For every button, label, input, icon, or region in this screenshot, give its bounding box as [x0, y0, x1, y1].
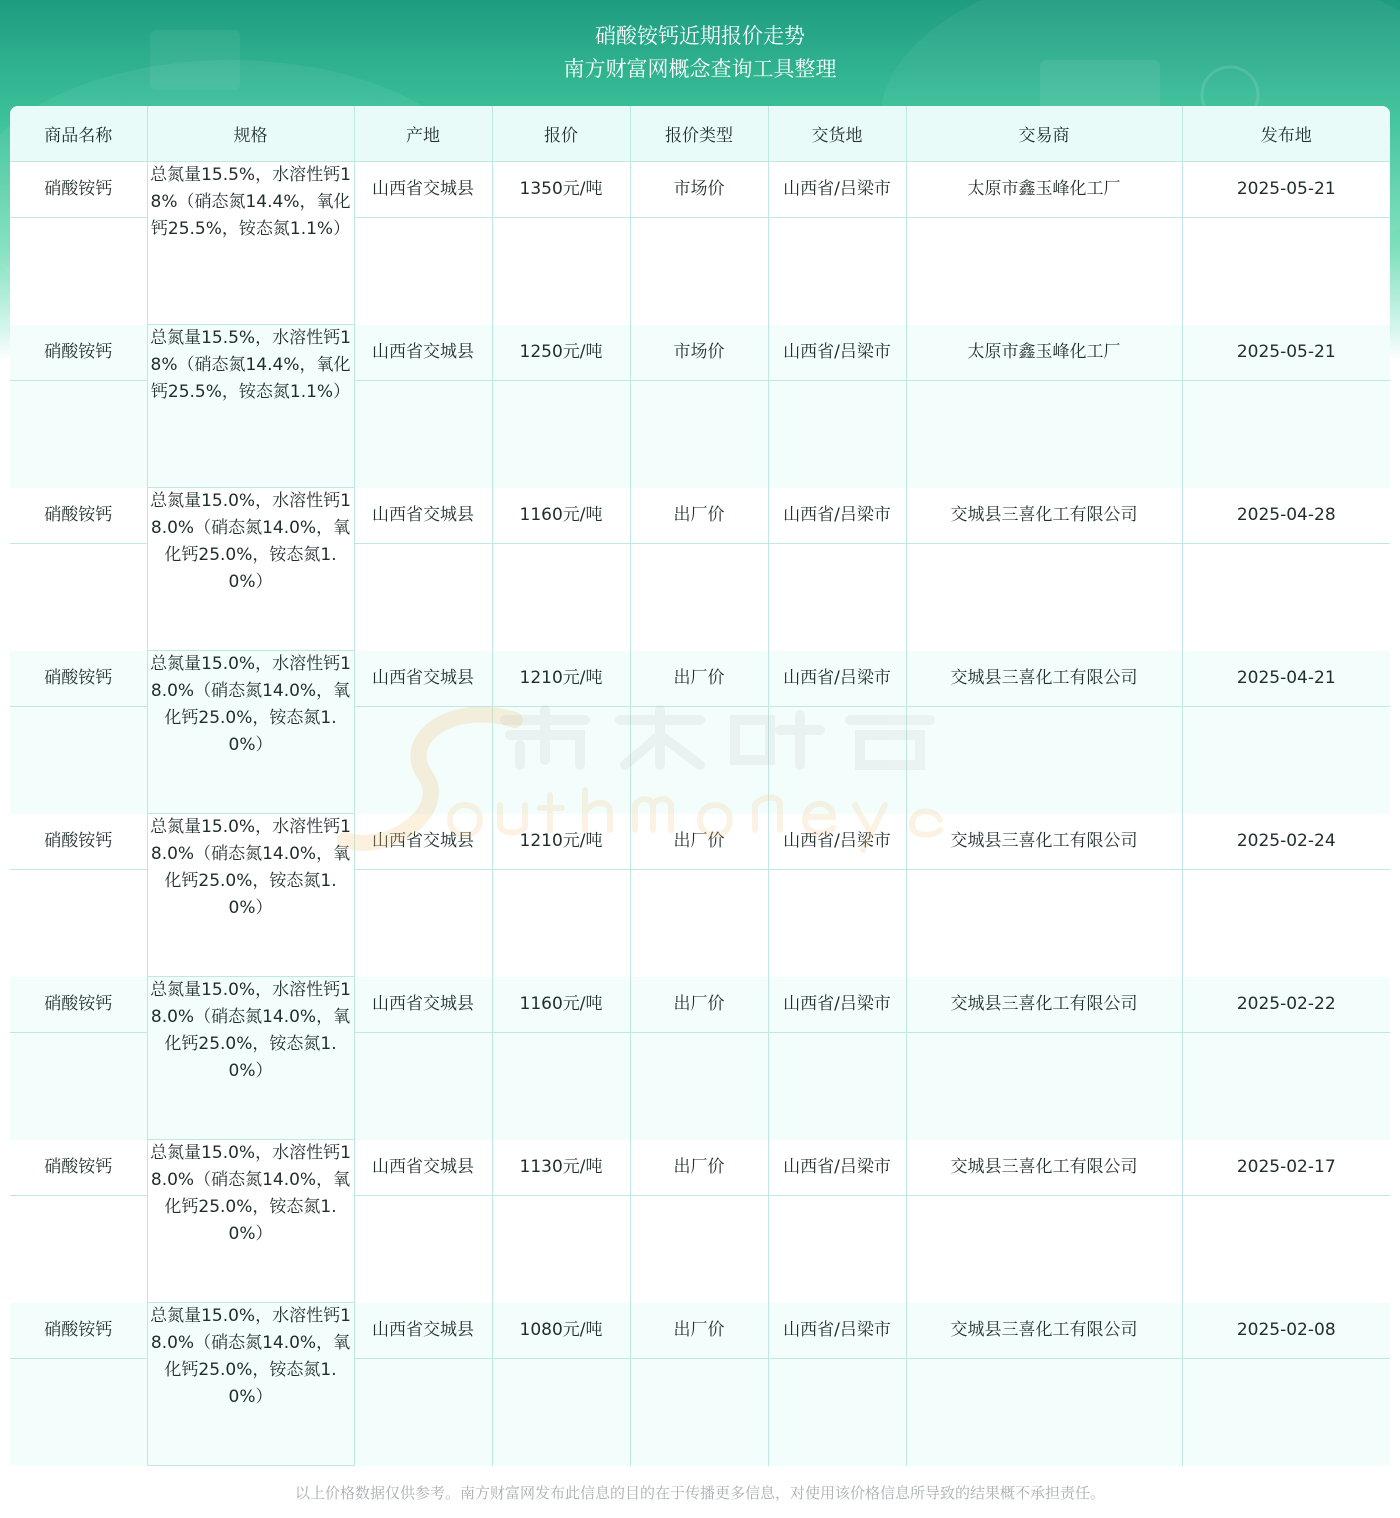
cell-price-type: 出厂价	[630, 814, 768, 977]
cell-date: 2025-02-17	[1182, 1140, 1390, 1303]
cell-date: 2025-05-21	[1182, 162, 1390, 325]
cell-spec: 总氮量15.0%，水溶性钙18.0%（硝态氮14.0%，氧化钙25.0%，铵态氮1.0%）	[147, 1303, 354, 1466]
cell-delivery: 山西省/吕梁市	[768, 977, 906, 1140]
table-row	[10, 651, 1390, 814]
cell-date: 2025-02-24	[1182, 814, 1390, 977]
page-subtitle: 南方财富网概念查询工具整理	[563, 57, 837, 81]
cell-price: 1210元/吨	[492, 814, 630, 977]
cell-product: 硝酸铵钙	[10, 814, 147, 977]
table-row	[10, 488, 1390, 651]
cell-product: 硝酸铵钙	[10, 325, 147, 488]
table-row	[10, 1140, 1390, 1303]
cell-date: 2025-02-08	[1182, 1303, 1390, 1466]
table-row	[10, 162, 1390, 325]
cell-price: 1080元/吨	[492, 1303, 630, 1466]
cell-date: 2025-05-21	[1182, 325, 1390, 488]
cell-spec: 总氮量15.0%，水溶性钙18.0%（硝态氮14.0%，氧化钙25.0%，铵态氮1.0%）	[147, 651, 354, 814]
page-header	[0, 20, 1400, 86]
table-row	[10, 814, 1390, 977]
cell-product: 硝酸铵钙	[10, 488, 147, 651]
disclaimer-footnote: 以上价格数据仅供参考。南方财富网发布此信息的目的在于传播更多信息，对使用该价格信息所导致的结果概不承担责任。	[10, 1478, 1390, 1508]
cell-product: 硝酸铵钙	[10, 1140, 147, 1303]
cell-price: 1210元/吨	[492, 651, 630, 814]
price-table	[10, 106, 1390, 1466]
column-header-delivery: 交货地	[768, 106, 906, 162]
cell-origin: 山西省交城县	[354, 651, 492, 814]
cell-origin: 山西省交城县	[354, 162, 492, 325]
cell-origin: 山西省交城县	[354, 488, 492, 651]
cell-price: 1160元/吨	[492, 488, 630, 651]
page-title: 硝酸铵钙近期报价走势	[595, 24, 805, 48]
cell-spec: 总氮量15.0%，水溶性钙18.0%（硝态氮14.0%，氧化钙25.0%，铵态氮1.0%）	[147, 814, 354, 977]
cell-product: 硝酸铵钙	[10, 1303, 147, 1466]
cell-product: 硝酸铵钙	[10, 162, 147, 325]
cell-price: 1130元/吨	[492, 1140, 630, 1303]
cell-trader: 交城县三喜化工有限公司	[906, 488, 1182, 651]
cell-price-type: 出厂价	[630, 488, 768, 651]
cell-spec: 总氮量15.5%，水溶性钙18%（硝态氮14.4%，氧化钙25.5%，铵态氮1.1%）	[147, 162, 354, 325]
cell-origin: 山西省交城县	[354, 1140, 492, 1303]
table-row	[10, 1303, 1390, 1466]
cell-product: 硝酸铵钙	[10, 651, 147, 814]
cell-trader: 太原市鑫玉峰化工厂	[906, 162, 1182, 325]
cell-spec: 总氮量15.0%，水溶性钙18.0%（硝态氮14.0%，氧化钙25.0%，铵态氮1.0%）	[147, 977, 354, 1140]
cell-delivery: 山西省/吕梁市	[768, 1140, 906, 1303]
cell-price-type: 市场价	[630, 325, 768, 488]
cell-trader: 交城县三喜化工有限公司	[906, 651, 1182, 814]
cell-origin: 山西省交城县	[354, 814, 492, 977]
cell-origin: 山西省交城县	[354, 977, 492, 1140]
table-header-row	[10, 106, 1390, 162]
cell-origin: 山西省交城县	[354, 1303, 492, 1466]
cell-price-type: 出厂价	[630, 1303, 768, 1466]
cell-delivery: 山西省/吕梁市	[768, 325, 906, 488]
cell-delivery: 山西省/吕梁市	[768, 488, 906, 651]
column-header-date: 发布地	[1182, 106, 1390, 162]
cell-delivery: 山西省/吕梁市	[768, 162, 906, 325]
cell-trader: 交城县三喜化工有限公司	[906, 814, 1182, 977]
column-header-trader: 交易商	[906, 106, 1182, 162]
cell-spec: 总氮量15.0%，水溶性钙18.0%（硝态氮14.0%，氧化钙25.0%，铵态氮1.0%）	[147, 488, 354, 651]
cell-price: 1250元/吨	[492, 325, 630, 488]
cell-price: 1160元/吨	[492, 977, 630, 1140]
cell-trader: 太原市鑫玉峰化工厂	[906, 325, 1182, 488]
cell-price-type: 出厂价	[630, 1140, 768, 1303]
table-row	[10, 325, 1390, 488]
cell-date: 2025-04-21	[1182, 651, 1390, 814]
cell-trader: 交城县三喜化工有限公司	[906, 1140, 1182, 1303]
cell-price-type: 出厂价	[630, 651, 768, 814]
cell-date: 2025-04-28	[1182, 488, 1390, 651]
column-header-origin: 产地	[354, 106, 492, 162]
column-header-product: 商品名称	[10, 106, 147, 162]
column-header-price: 报价	[492, 106, 630, 162]
cell-origin: 山西省交城县	[354, 325, 492, 488]
cell-trader: 交城县三喜化工有限公司	[906, 977, 1182, 1140]
column-header-spec: 规格	[147, 106, 354, 162]
price-table-card	[10, 106, 1390, 1508]
cell-spec: 总氮量15.0%，水溶性钙18.0%（硝态氮14.0%，氧化钙25.0%，铵态氮1.0%）	[147, 1140, 354, 1303]
column-header-price-type: 报价类型	[630, 106, 768, 162]
cell-trader: 交城县三喜化工有限公司	[906, 1303, 1182, 1466]
cell-price-type: 市场价	[630, 162, 768, 325]
cell-price-type: 出厂价	[630, 977, 768, 1140]
cell-delivery: 山西省/吕梁市	[768, 814, 906, 977]
table-row	[10, 977, 1390, 1140]
cell-delivery: 山西省/吕梁市	[768, 1303, 906, 1466]
cell-delivery: 山西省/吕梁市	[768, 651, 906, 814]
cell-date: 2025-02-22	[1182, 977, 1390, 1140]
cell-spec: 总氮量15.5%，水溶性钙18%（硝态氮14.4%，氧化钙25.5%，铵态氮1.1%）	[147, 325, 354, 488]
cell-price: 1350元/吨	[492, 162, 630, 325]
cell-product: 硝酸铵钙	[10, 977, 147, 1140]
